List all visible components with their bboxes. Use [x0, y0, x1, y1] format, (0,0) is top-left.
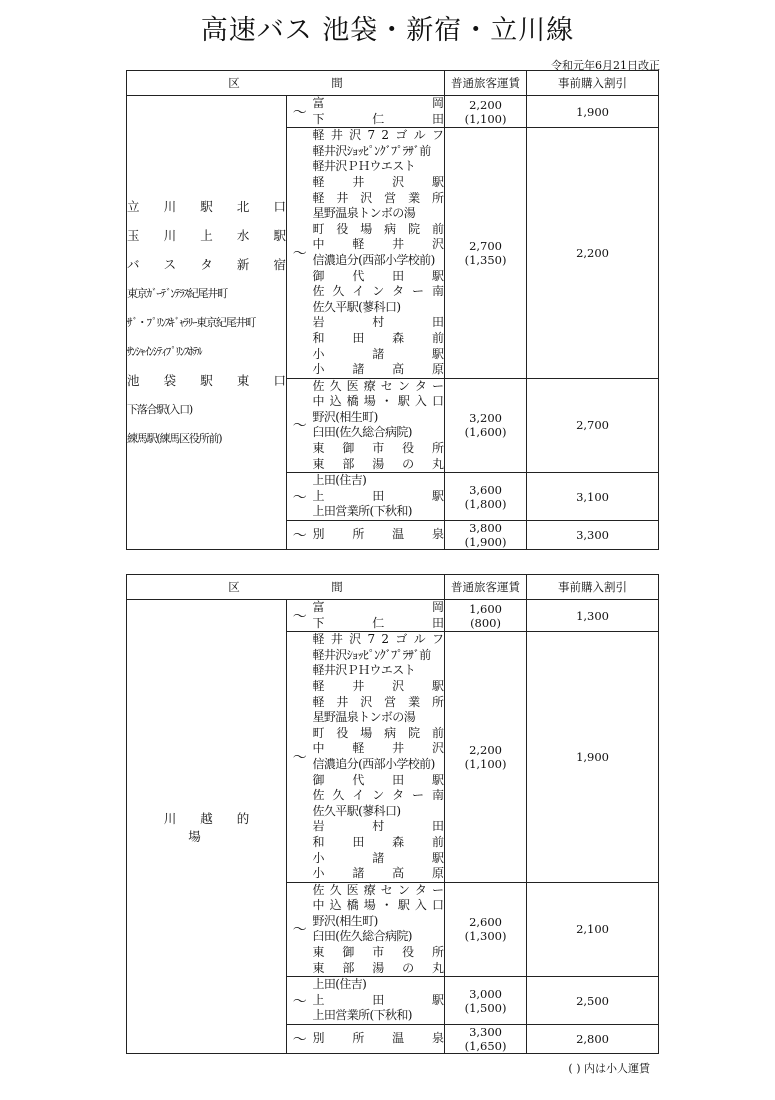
range-tilde: ～ — [287, 632, 313, 883]
origin-cell — [127, 96, 287, 550]
adult-fare: 3,300 — [469, 1025, 502, 1040]
child-fare: (800) — [470, 615, 501, 630]
destination-stop: 和 田 森 前 — [312, 330, 444, 345]
destination-cell — [313, 1025, 445, 1054]
child-fare: (1,600) — [464, 425, 507, 440]
destination-stop: 富 岡 — [312, 96, 445, 110]
destination-stop: 東 御 市 役 所 — [312, 441, 445, 456]
destination-stop: 軽井沢ｼｮｯﾋﾟﾝｸﾞﾌﾟﾗｻﾞ前 — [312, 143, 431, 158]
advance-discount-fare: 3,300 — [527, 521, 659, 550]
child-fare: (1,800) — [464, 496, 507, 511]
header-advance-discount: 事前購入割引 — [527, 71, 659, 96]
destination-stop: 信濃追分(西部小学校前) — [312, 756, 435, 771]
destination-stop: 臼田(佐久総合病院) — [312, 929, 412, 944]
destination-stop: 東 部 湯 の 丸 — [312, 960, 445, 975]
destination-stop: 町 役 場 病 院 前 — [312, 725, 444, 740]
destination-stop: 小 諸 高 原 — [312, 866, 444, 881]
destination-stop: 信濃追分(西部小学校前) — [312, 252, 435, 267]
destination-stop: 東 部 湯 の 丸 — [312, 456, 445, 471]
destination-stop: 中 軽 井 沢 — [312, 741, 444, 756]
advance-discount-fare: 1,900 — [527, 632, 659, 883]
destination-stop: 星野温泉トンボの湯 — [312, 710, 416, 725]
regular-fare-cell — [445, 378, 527, 473]
destination-stop: 小 諸 駅 — [312, 850, 445, 865]
regular-fare-cell — [445, 882, 527, 977]
destination-stop: 別 所 温 泉 — [312, 527, 444, 542]
destination-cell — [313, 600, 445, 632]
destination-stop: 岩 村 田 — [312, 315, 445, 330]
range-tilde: ～ — [287, 1025, 313, 1054]
advance-discount-fare: 2,700 — [527, 378, 659, 473]
advance-discount-fare: 2,200 — [527, 128, 659, 379]
origin-stop: 池 袋 駅 東 口 — [127, 373, 286, 389]
child-fare: (1,500) — [464, 1000, 507, 1015]
advance-discount-fare: 2,100 — [527, 882, 659, 977]
fare-row — [127, 600, 659, 632]
regular-fare-cell — [445, 128, 527, 379]
regular-fare-cell — [445, 632, 527, 883]
origin-stop: 練馬駅(練馬区役所前) — [127, 432, 222, 446]
destination-stop: 和 田 森 前 — [312, 834, 444, 849]
destination-stop: 上 田 駅 — [312, 488, 445, 503]
header-advance-discount: 事前購入割引 — [527, 575, 659, 600]
adult-fare: 2,700 — [469, 238, 502, 253]
destination-cell — [313, 378, 445, 473]
range-tilde: ～ — [287, 473, 313, 521]
fare-table-1 — [126, 70, 659, 550]
destination-cell — [313, 632, 445, 883]
destination-stop: 東 御 市 役 所 — [312, 945, 445, 960]
destination-stop: 中 込 橋 場 ・ 駅 入 口 — [312, 898, 444, 913]
destination-stop: 軽 井 沢 駅 — [312, 174, 444, 189]
destination-stop: 軽 井 沢 7 2 ゴ ル フ — [312, 632, 444, 647]
destination-stop: 小 諸 高 原 — [312, 362, 444, 377]
range-tilde: ～ — [287, 378, 313, 473]
origin-stop: 立 川 駅 北 口 — [127, 199, 286, 215]
adult-fare: 3,000 — [469, 986, 502, 1001]
destination-stop: 中 軽 井 沢 — [312, 237, 444, 252]
header-section: 区 間 — [127, 575, 445, 600]
adult-fare: 1,600 — [469, 601, 502, 616]
destination-stop: 下 仁 田 — [312, 111, 445, 126]
child-fare: (1,650) — [464, 1039, 507, 1054]
origin-stop: ｻﾝｼｬｲﾝｼﾃｨﾌﾟﾘﾝｽﾎﾃﾙ — [127, 345, 202, 359]
child-fare: (1,100) — [464, 756, 507, 771]
origin-stop: ｻﾞ・ﾌﾟﾘﾝｽｷﾞｬﾗﾘｰ東京紀尾井町 — [127, 316, 256, 330]
destination-stop: 上田(住吉) — [312, 473, 367, 488]
range-tilde: ～ — [287, 128, 313, 379]
header-section: 区 間 — [127, 71, 445, 96]
destination-stop: 御 代 田 駅 — [312, 772, 444, 787]
origin-cell: 川越的場 — [127, 600, 287, 1054]
child-fare: (1,350) — [464, 252, 507, 267]
destination-stop: 中 込 橋 場 ・ 駅 入 口 — [312, 394, 444, 409]
header-regular-fare: 普通旅客運賃 — [445, 575, 527, 600]
adult-fare: 3,200 — [469, 411, 502, 426]
range-tilde: ～ — [287, 600, 313, 632]
destination-stop: 上田営業所(下秋和) — [312, 504, 412, 519]
destination-stop: 佐久平駅(蓼科口) — [312, 803, 401, 818]
adult-fare: 3,800 — [469, 521, 502, 536]
destination-stop: 軽 井 沢 営 業 所 — [312, 190, 444, 205]
advance-discount-fare: 1,900 — [527, 96, 659, 128]
regular-fare-cell — [445, 521, 527, 550]
regular-fare-cell — [445, 600, 527, 632]
destination-cell — [313, 473, 445, 521]
origin-stop: 東京ｶﾞｰﾃﾞﾝﾃﾗｽ紀尾井町 — [127, 287, 227, 301]
destination-stop: 軽 井 沢 駅 — [312, 678, 444, 693]
destination-stop: 上 田 駅 — [312, 992, 445, 1007]
fare-row — [127, 96, 659, 128]
destination-stop: 別 所 温 泉 — [312, 1031, 444, 1046]
destination-cell — [313, 521, 445, 550]
revision-date: 令和元年6月21日改正 — [551, 59, 660, 72]
adult-fare: 2,600 — [469, 915, 502, 930]
destination-stop: 軽 井 沢 7 2 ゴ ル フ — [312, 128, 444, 143]
header-regular-fare: 普通旅客運賃 — [445, 71, 527, 96]
destination-stop: 臼田(佐久総合病院) — [312, 425, 412, 440]
destination-cell — [313, 977, 445, 1025]
range-tilde: ～ — [287, 521, 313, 550]
destination-stop: 軽井沢ＰＨウエスト — [312, 663, 416, 678]
destination-stop: 下 仁 田 — [312, 615, 445, 630]
child-fare: (1,100) — [464, 111, 507, 126]
advance-discount-fare: 2,500 — [527, 977, 659, 1025]
destination-stop: 上田営業所(下秋和) — [312, 1008, 412, 1023]
destination-stop: 佐 久 医 療 セ ン タ ー — [312, 378, 444, 393]
destination-stop: 佐 久 イ ン タ ー 南 — [312, 284, 444, 299]
regular-fare-cell — [445, 977, 527, 1025]
destination-stop: 富 岡 — [312, 600, 445, 614]
regular-fare-cell — [445, 1025, 527, 1054]
range-tilde: ～ — [287, 977, 313, 1025]
advance-discount-fare: 2,800 — [527, 1025, 659, 1054]
destination-stop: 佐久平駅(蓼科口) — [312, 299, 401, 314]
range-tilde: ～ — [287, 96, 313, 128]
advance-discount-fare: 3,100 — [527, 473, 659, 521]
origin-stop: 玉 川 上 水 駅 — [127, 228, 286, 244]
destination-stop: 星野温泉トンボの湯 — [312, 206, 416, 221]
destination-cell — [313, 882, 445, 977]
adult-fare: 3,600 — [469, 482, 502, 497]
regular-fare-cell — [445, 96, 527, 128]
destination-stop: 佐 久 イ ン タ ー 南 — [312, 788, 444, 803]
regular-fare-cell — [445, 473, 527, 521]
destination-stop: 野沢(相生町) — [312, 409, 378, 424]
origin-stop: バ ス タ 新 宿 — [127, 257, 286, 273]
child-fare: (1,300) — [464, 929, 507, 944]
destination-stop: 佐 久 医 療 セ ン タ ー — [312, 882, 444, 897]
destination-stop: 町 役 場 病 院 前 — [312, 221, 444, 236]
destination-stop: 小 諸 駅 — [312, 346, 445, 361]
advance-discount-fare: 1,300 — [527, 600, 659, 632]
child-fare: (1,900) — [464, 535, 507, 550]
destination-stop: 上田(住吉) — [312, 977, 367, 992]
destination-cell — [313, 128, 445, 379]
destination-stop: 軽 井 沢 営 業 所 — [312, 694, 444, 709]
destination-cell — [313, 96, 445, 128]
fare-table-2 — [126, 574, 659, 1054]
destination-stop: 野沢(相生町) — [312, 913, 378, 928]
page-title: 高速バス 池袋・新宿・立川線 — [200, 15, 575, 46]
destination-stop: 御 代 田 駅 — [312, 268, 444, 283]
destination-stop: 軽井沢ＰＨウエスト — [312, 159, 416, 174]
destination-stop: 軽井沢ｼｮｯﾋﾟﾝｸﾞﾌﾟﾗｻﾞ前 — [312, 647, 431, 662]
child-fare-note: ( ) 内は小人運賃 — [568, 1062, 650, 1075]
range-tilde: ～ — [287, 882, 313, 977]
adult-fare: 2,200 — [469, 97, 502, 112]
adult-fare: 2,200 — [469, 742, 502, 757]
destination-stop: 岩 村 田 — [312, 819, 445, 834]
origin-stop: 下落合駅(入口) — [127, 403, 192, 417]
